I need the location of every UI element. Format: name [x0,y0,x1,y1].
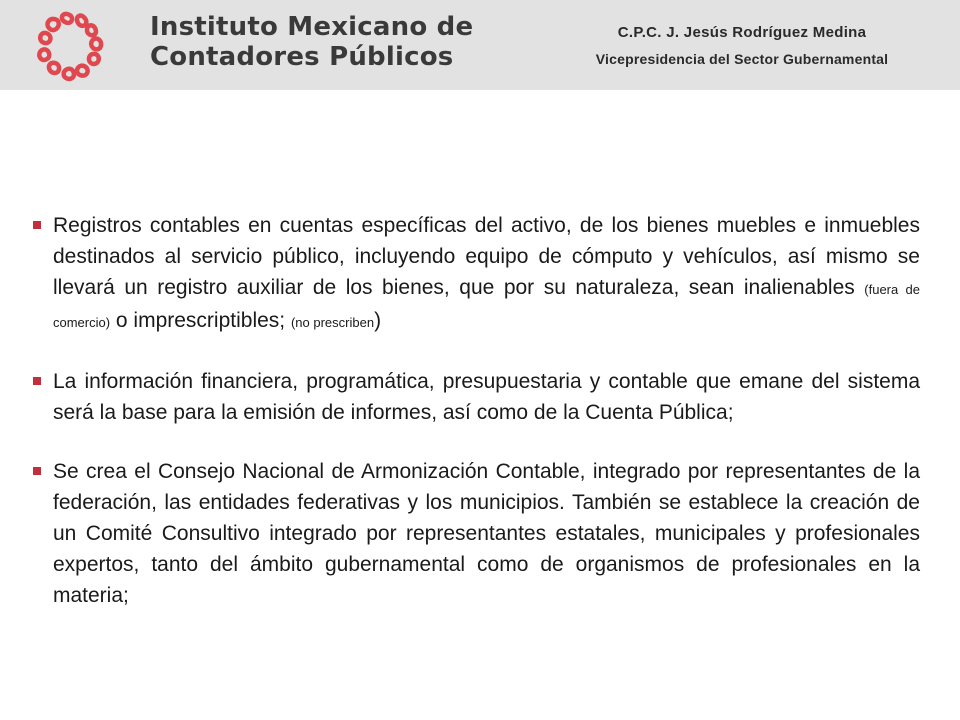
bullet-text: La información financiera, programática, presupuestaria y contable que emane del sistema será la base para la emisión de informes, así como de la Cuenta Pública; [53,370,920,424]
bullet-item-informacion [30,366,920,428]
bullet-text-part: Registros contables en cuentas específicas del activo, de los bienes muebles e inmuebles destinados al servicio público, incluyendo equipo de cómputo y vehículos, así mismo se llevará un registro auxiliar de los bienes, que por su naturaleza, sean inalienables [53,214,920,299]
bullet-note: (no prescriben [290,315,375,330]
organization-name-line1: Instituto Mexicano de [150,12,474,42]
officer-role: Vicepresidencia del Sector Gubernamental [595,51,889,67]
square-bullet-icon [33,467,41,475]
bullet-item-registros [30,210,920,338]
organization-name-line2: Contadores Públicos [150,42,454,72]
organization-name [150,12,473,72]
bullet-note: (fuera de comercio) [53,282,920,330]
bullet-item-consejo [30,456,920,611]
bullet-text: Se crea el Consejo Nacional de Armonización Contable, integrado por representantes de la federación, las entidades federativas y los municipios. También se establece la creación de un Comité Consultivo integrado por representantes estatales, municipales y profesionales expertos, tanto del ámbito gubernamental como de organismos de profesionales en la materia; [53,460,920,607]
square-bullet-icon [33,221,41,229]
bullet-list [30,210,920,639]
square-bullet-icon [33,377,41,385]
officer-block [572,22,912,70]
imcp-logo-icon [30,8,112,86]
header-banner [0,0,960,90]
bullet-text-part: o imprescriptibles; [110,309,291,332]
officer-name: C.P.C. J. Jesús Rodríguez Medina [617,24,867,41]
bullet-text-part: ) [374,309,382,332]
